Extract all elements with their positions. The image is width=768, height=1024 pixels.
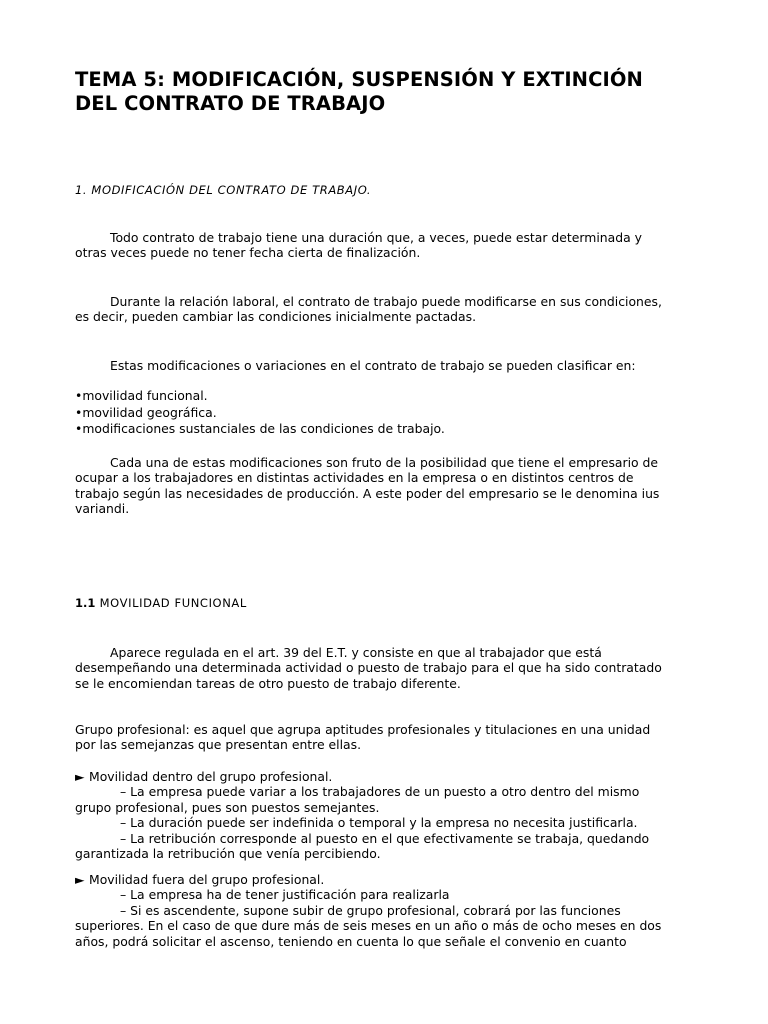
text-line: es decir, pueden cambiar las condiciones inicialmente pactadas. [75,309,477,325]
text-line: Todo contrato de trabajo tiene una duración que, a veces, puede estar determinada y [110,230,642,245]
paragraph [75,294,695,325]
text-line: superiores. En el caso de que dure más de seis meses en un año o más de ocho meses en dos [75,918,662,934]
movilidad-fuera-block [75,872,695,949]
text-line: garantizada la retribución que venía percibiendo. [75,846,381,862]
movilidad-dentro-block [75,769,695,861]
text-line: desempeñando una determinada actividad o puesto de trabajo para el que ha sido contratado [75,660,662,676]
text-line: – La empresa puede variar a los trabajadores de un puesto a otro dentro del mismo [120,784,640,800]
paragraph [75,230,695,261]
title-line: DEL CONTRATO DE TRABAJO [75,92,386,115]
text-line: – La empresa ha de tener justificación para realizarla [120,887,450,903]
list-item-text: movilidad funcional. [82,388,208,403]
text-line: – La duración puede ser indefinida o temporal y la empresa no necesita justificarla. [120,815,638,831]
text-line: años, podrá solicitar el ascenso, teniendo en cuenta lo que señale el convenio en cuanto [75,933,627,949]
bullet-glyph: • [75,388,83,403]
heading-text: Movilidad dentro del grupo profesional. [89,769,333,784]
subsection-title: MOVILIDAD FUNCIONAL [99,596,247,610]
text-line: Grupo profesional: es aquel que agrupa aptitudes profesionales y titulaciones en una unidad [75,722,651,737]
text-line: – Si es ascendente, supone subir de grupo profesional, cobrará por las funciones [120,902,621,918]
list-item [75,388,695,405]
list-item [75,405,695,422]
bullet-list [75,388,695,438]
subsection-number: 1.1 [75,596,96,610]
movilidad-dentro-heading [75,769,695,784]
arrow-right-icon: ► [75,872,85,887]
arrow-right-icon: ► [75,769,85,784]
text-line: variandi. [75,501,130,517]
movilidad-fuera-heading [75,872,695,887]
title-line: TEMA 5: MODIFICACIÓN, SUSPENSIÓN Y EXTINCIÓN [75,68,643,91]
list-item-text: modificaciones sustanciales de las condiciones de trabajo. [82,421,445,436]
list-item-text: movilidad geográfica. [82,404,217,420]
heading-text: Movilidad fuera del grupo profesional. [89,872,325,887]
text-line: – La retribución corresponde al puesto en el que efectivamente se trabaja, quedando [120,830,650,846]
text-line: Durante la relación laboral, el contrato de trabajo puede modificarse en sus condiciones, [110,294,662,309]
document-title [75,68,695,116]
paragraph [75,722,695,753]
text-line: Estas modificaciones o variaciones en el contrato de trabajo se pueden clasificar en: [110,358,636,373]
paragraph [75,645,695,691]
text-line: ocupar a los trabajadores en distintas actividades en la empresa o en distintos centros de [75,470,634,486]
text-line: por las semejanzas que presentan entre ellas. [75,737,362,753]
paragraph [75,358,695,373]
list-item [75,421,695,438]
text-line: se le encomiendan tareas de otro puesto de trabajo diferente. [75,675,461,691]
subsection-heading [75,596,695,611]
text-line: trabajo según las necesidades de producción. A este poder del empresario se le denomina ius [75,485,660,501]
text-line: Cada una de estas modificaciones son fruto de la posibilidad que tiene el empresario de [110,455,659,470]
text-line: Aparece regulada en el art. 39 del E.T. y consiste en que al trabajador que está [110,645,602,660]
section-heading: 1. MODIFICACIÓN DEL CONTRATO DE TRABAJO. [75,183,372,197]
paragraph [75,455,695,517]
text-line: grupo profesional, pues son puestos semejantes. [75,799,380,815]
bullet-glyph: • [75,404,83,420]
text-line: otras veces puede no tener fecha cierta de finalización. [75,245,421,261]
bullet-glyph: • [75,421,83,436]
